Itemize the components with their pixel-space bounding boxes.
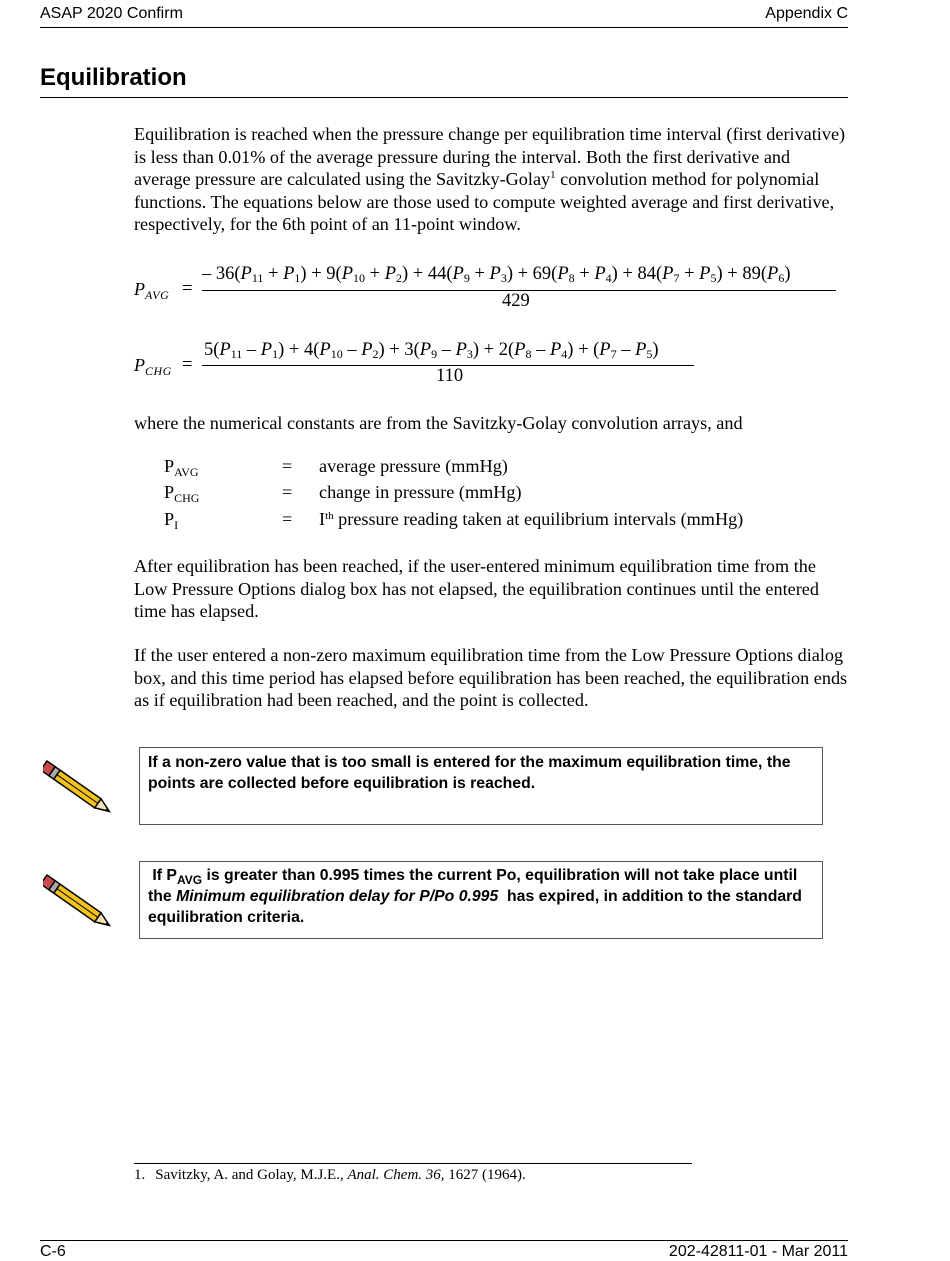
footer-left: C-6 <box>40 1243 66 1260</box>
footer-rule <box>40 1240 848 1241</box>
eq-avg-denominator: 429 <box>502 291 530 311</box>
note-text: If a non-zero value that is too small is entered for the maximum equilibration time, the points are collected before equilibration is reached. <box>148 754 791 792</box>
footnote-rule <box>134 1163 692 1164</box>
intro-text-2: convolution method for polynomial functions. The equations below are those used to compute weighted average and first derivative, respectively, for the 6th point of an 11-point window. <box>134 169 835 234</box>
eq-avg-lhs: $P_{AVG}$ <box>134 279 170 302</box>
intro-text-1: Equilibration is reached when the pressure change per equilibration time interval (first derivative) is less than 0.01% of the average pressure during the interval. Both the first derivative and average pressure are calculated using the Savitzky-Golay <box>134 124 846 189</box>
definition-desc: Ith pressure reading taken at equilibrium intervals (mmHg) <box>319 509 744 529</box>
eq-chg-denominator: 110 <box>436 366 464 386</box>
definition-equals: = <box>282 482 293 502</box>
definition-row <box>164 482 864 508</box>
eq-avg-equals: = <box>182 279 193 299</box>
definition-desc: change in pressure (mmHg) <box>319 482 522 502</box>
note-box <box>139 747 823 825</box>
definition-row <box>164 456 864 482</box>
definition-equals: = <box>282 456 293 476</box>
paragraph-max-equilibration: If the user entered a non-zero maximum equilibration time from the Low Pressure Options dialog box, and this time period has elapsed before equilibration has been reached, the equilibration ends as if equilibration had been reached, and the point is collected. <box>134 645 848 710</box>
note-box <box>139 861 823 939</box>
header-rule <box>40 27 848 28</box>
definition-row <box>164 509 864 535</box>
intro-paragraph <box>134 123 850 236</box>
paragraph-min-equilibration: After equilibration has been reached, if the user-entered minimum equilibration time from the Low Pressure Options dialog box has not elapsed, the equilibration continues until the entered time has elapsed. <box>134 556 819 621</box>
note-text: If $P_{AVG}$ is greater than 0.995 times the current Po, equilibration will not take place until the Minimum equilibration delay for P/Po 0.995 has expired, in addition to the standard equilibration criteria. <box>148 867 807 926</box>
pencil-icon <box>43 867 117 929</box>
section-title-rule <box>40 97 848 98</box>
footer-right: 202-42811-01 - Mar 2011 <box>668 1243 848 1260</box>
header-right: Appendix C <box>765 5 848 22</box>
definition-desc: average pressure (mmHg) <box>319 456 508 476</box>
eq-chg-equals: = <box>182 355 193 375</box>
where-text: where the numerical constants are from the Savitzky-Golay convolution arrays, and <box>134 413 743 433</box>
pencil-icon <box>43 753 117 815</box>
footnote: 1. Savitzky, A. and Golay, M.J.E., Anal. Chem. 36, 1627 (1964). <box>134 1167 526 1183</box>
eq-avg-numerator: – $36(P_{11} + P_1) + 9(P_{10} + P_2) + 44(P_9 + P_3) + 69(P_8 + P_4) + 84(P_7 + P_5) + 89(P_6)$ <box>202 264 791 285</box>
definition-symbol: $P_I$ <box>164 509 179 532</box>
definition-symbol: $P_{AVG}$ <box>164 456 199 479</box>
eq-chg-lhs: $P_{CHG}$ <box>134 355 172 378</box>
section-title: Equilibration <box>40 64 187 91</box>
header-left: ASAP 2020 Confirm <box>40 5 183 22</box>
eq-chg-numerator: $5(P_{11} - P_1) + 4(P_{10} - P_2) + 3(P_9 - P_3) + 2(P_8 - P_4) + (P_7 - P_5)$ <box>204 340 659 361</box>
definition-equals: = <box>282 509 293 529</box>
footnote-ref: 1 <box>550 168 556 181</box>
definition-symbol: $P_{CHG}$ <box>164 482 200 505</box>
